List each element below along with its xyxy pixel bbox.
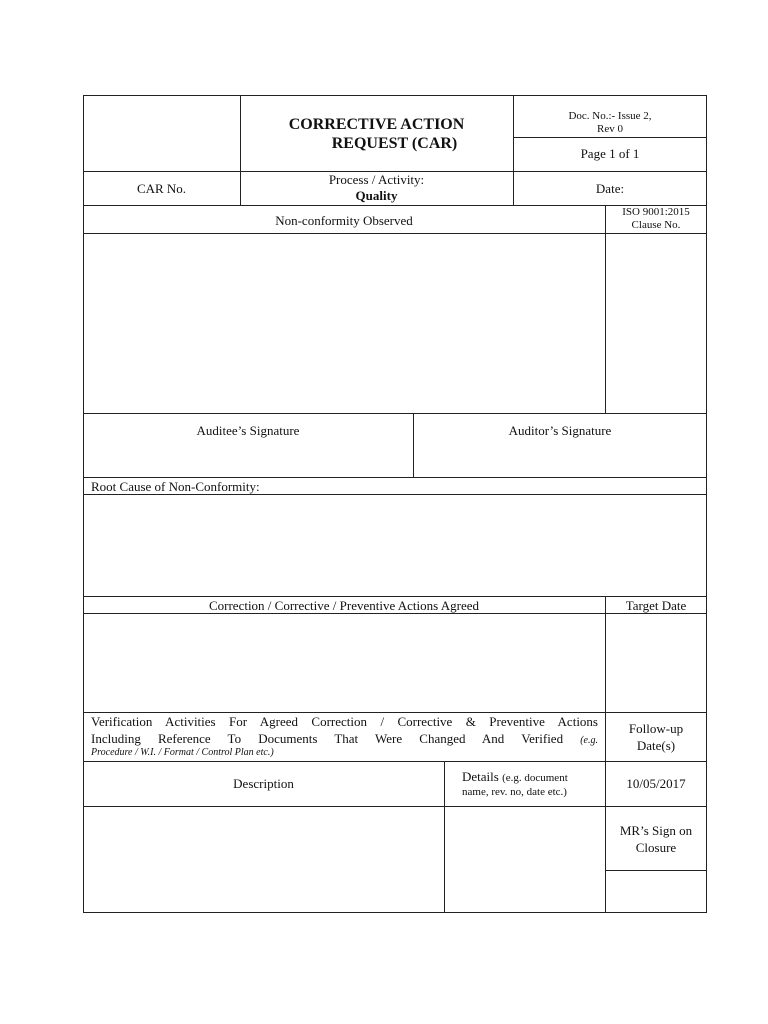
- process-activity-label: Process / Activity:: [328, 172, 425, 187]
- form-title-line-2: REQUEST (CAR): [331, 135, 458, 152]
- process-activity-value: Quality: [355, 188, 398, 203]
- verification-line-1: Verification Activities For Agreed Correction / Corrective & Preventive Actions: [91, 714, 598, 729]
- details-label: [462, 769, 602, 785]
- auditor-signature-label: Auditor’s Signature: [508, 423, 612, 438]
- verification-line-2-text: Including Reference To Documents That Were Changed And Verified: [91, 731, 564, 746]
- description-label: Description: [233, 776, 294, 791]
- iso-clause-line-1: ISO 9001:2015: [622, 206, 690, 218]
- doc-number-line-1: Doc. No.:- Issue 2,: [568, 110, 652, 122]
- auditee-signature-label: Auditee’s Signature: [196, 423, 300, 438]
- verification-line-2-example: (e.g.: [580, 735, 598, 746]
- divider: [513, 137, 707, 138]
- divider: [83, 596, 707, 597]
- date-label: Date:: [595, 181, 625, 196]
- divider: [83, 712, 707, 713]
- divider: [605, 205, 606, 414]
- divider: [83, 413, 707, 414]
- mr-sign-line-2: Closure: [635, 840, 677, 855]
- car-no-label: CAR No.: [136, 181, 187, 196]
- details-label-text: Details: [462, 769, 499, 784]
- iso-clause-line-2: Clause No.: [631, 219, 681, 231]
- divider: [605, 596, 606, 913]
- verification-line-3: Procedure / W.I. / Format / Control Plan etc.): [91, 747, 274, 758]
- divider: [83, 233, 707, 234]
- page-number: Page 1 of 1: [580, 146, 640, 161]
- nonconformity-label: Non-conformity Observed: [275, 213, 413, 228]
- details-example-line-2: name, rev. no, date etc.): [462, 786, 567, 798]
- divider: [83, 806, 707, 807]
- followup-date-line-2: Date(s): [636, 738, 676, 753]
- root-cause-label: Root Cause of Non-Conformity:: [91, 479, 260, 494]
- followup-date-value: 10/05/2017: [626, 776, 686, 791]
- divider: [444, 761, 445, 913]
- followup-date-line-1: Follow-up: [628, 721, 684, 736]
- target-date-label: Target Date: [625, 598, 687, 613]
- divider: [83, 761, 707, 762]
- details-example-line-1: (e.g. document: [502, 772, 568, 784]
- divider: [605, 870, 707, 871]
- mr-sign-line-1: MR’s Sign on: [619, 823, 693, 838]
- form-title-line-1: CORRECTIVE ACTION: [288, 116, 465, 133]
- divider: [83, 477, 707, 478]
- doc-number-line-2: Rev 0: [597, 123, 623, 135]
- actions-agreed-label: Correction / Corrective / Preventive Actions Agreed: [208, 598, 480, 613]
